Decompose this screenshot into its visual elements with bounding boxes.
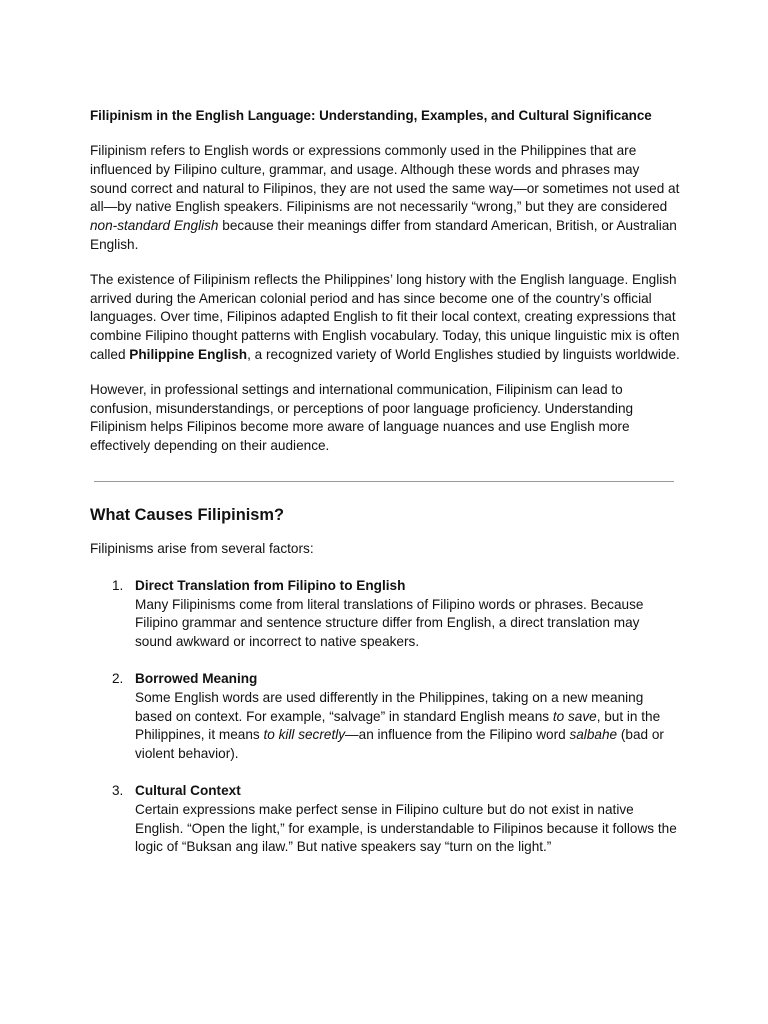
document-title: Filipinism in the English Language: Understanding, Examples, and Cultural Significance [90, 108, 652, 123]
list-item [90, 577, 680, 652]
body-emphasis: to kill secretly [263, 727, 346, 743]
intro-p2-text-b: , a recognized variety of World Englishes studied by linguists worldwide. [247, 346, 680, 362]
list-item-body [135, 689, 680, 764]
body-text: (bad or violent behavior). [135, 727, 664, 762]
list-item [90, 670, 680, 764]
intro-p2-text-a: The existence of Filipinism reflects the Philippines’ long history with the English language. English arrived during the American colonial period and has since become one of the country’s official languages. Over time, Filipinos adapted English to fit their local context, creating expressions that combine Filipino thought patterns with English vocabulary. Today, this unique linguistic mix is often called [90, 271, 680, 362]
list-item [90, 782, 680, 857]
list-item-number: 1. [112, 577, 124, 593]
list-item-body: Certain expressions make perfect sense in Filipino culture but do not exist in native English. “Open the light,” for example, is understandable to Filipinos because it follows the logic of “Buksan ang ilaw.” But native speakers say “turn on the light.” [135, 801, 677, 855]
body-emphasis: salbahe [569, 727, 618, 743]
intro-paragraph-3: However, in professional settings and international communication, Filipinism can lead to confusion, misunderstandings, or perceptions of poor language proficiency. Understanding Filipinism helps Filipinos become more aware of language nuances and use English more effectively depending on their audience. [90, 381, 634, 454]
causes-list [90, 577, 680, 857]
list-item-heading: Direct Translation from Filipino to English [135, 577, 406, 593]
list-item-heading: Borrowed Meaning [135, 670, 258, 686]
body-text: —an influence from the Filipino word [345, 727, 570, 743]
intro-p2-strong: Philippine English [129, 346, 248, 362]
causes-heading: What Causes Filipinism? [90, 505, 284, 524]
body-text: Some English words are used differently in the Philippines, taking on a new meaning based on context. For example, “salvage” in standard English means [135, 689, 644, 724]
list-item-heading: Cultural Context [135, 782, 241, 798]
list-item-number: 3. [112, 782, 124, 798]
list-item-body: Many Filipinisms come from literal translations of Filipino words or phrases. Because Filipino grammar and sentence structure differ from English, a direct translation may sound awkward or incorrect to native speakers. [135, 596, 644, 650]
list-item-number: 2. [112, 670, 124, 686]
intro-paragraph-2 [90, 271, 680, 365]
intro-p1-emphasis: non-standard English [90, 218, 219, 234]
section-divider [94, 481, 674, 482]
intro-p1-text-b: because their meanings differ from standard American, British, or Australian English. [90, 218, 677, 252]
document-content [90, 106, 680, 875]
intro-p1-text-a: Filipinism refers to English words or expressions commonly used in the Philippines that are influenced by Filipino culture, grammar, and usage. Although these words and phrases may sound correct and natural to Filipinos, they are not used the same way—or sometimes not used at all—by native English speakers. Filipinisms are not necessarily “wrong,” but they are considered [90, 143, 680, 215]
body-text: , but in the Philippines, it means [135, 708, 661, 743]
causes-lead: Filipinisms arise from several factors: [90, 540, 314, 556]
body-emphasis: to save [552, 708, 597, 724]
intro-paragraph-1 [90, 142, 680, 255]
